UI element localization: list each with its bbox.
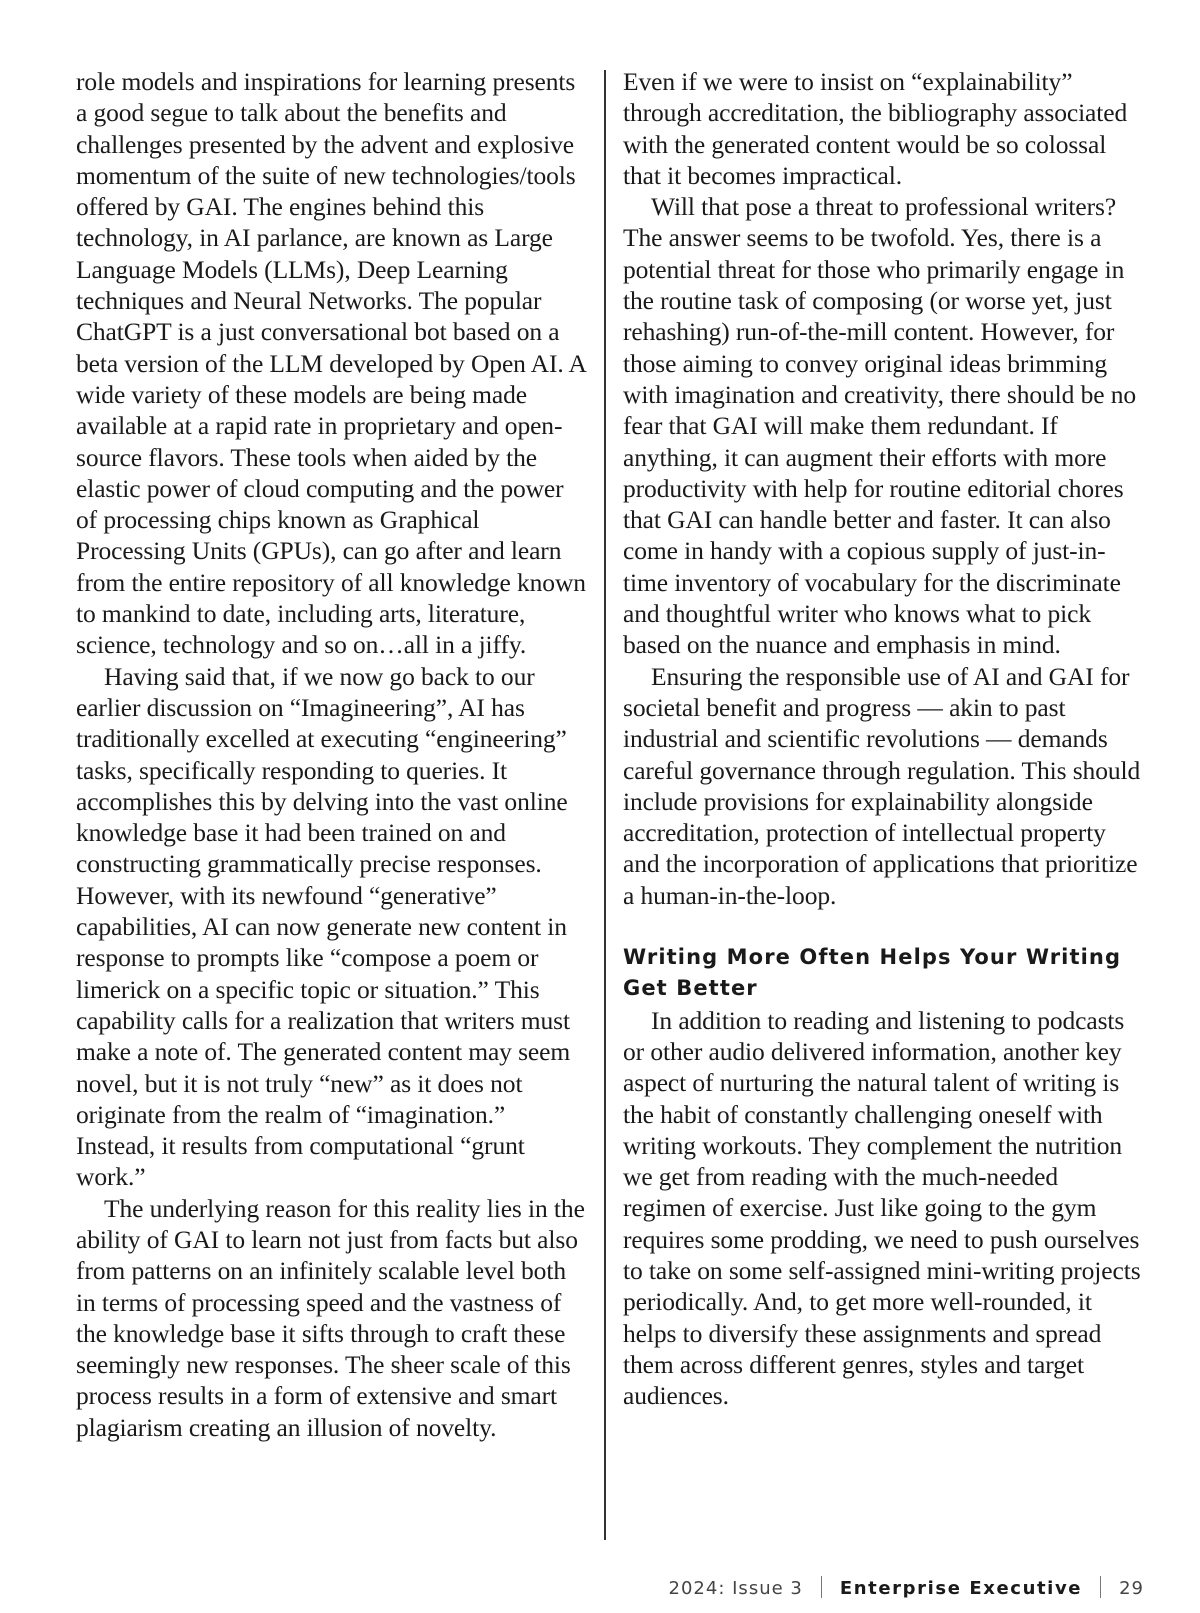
section-heading: Writing More Often Helps Your Writing Get Better	[623, 945, 1122, 1001]
body-paragraph: The underlying reason for this reality lies in the ability of GAI to learn not just from facts but also from patterns on an infinitely scalable level both in terms of processing speed and the vastness of the knowledge base it sifts through to craft these seemingly new responses. The sheer scale of this process results in a form of extensive and smart plagiarism creating an illusion of novelty.	[76, 1193, 585, 1442]
publication-name: Enterprise Executive	[839, 1578, 1083, 1599]
column-divider	[604, 70, 606, 1540]
body-paragraph: role models and inspirations for learning presents a good segue to talk about the benefits and challenges presented by the advent and explosive momentum of the suite of new technologies/tools offered by GAI. The engines behind this technology, in AI parlance, are known as Large Language Models (LLMs), Deep Learning techniques and Neural Networks. The popular ChatGPT is a just conversational bot based on a beta version of the LLM developed by Open AI. A wide variety of these models are being made available at a rapid rate in proprietary and open-source flavors. These tools when aided by the elastic power of cloud computing and the power of processing chips known as Graphical Processing Units (GPUs), can go after and learn from the entire repository of all knowledge known to mankind to date, including arts, literature, science, technology and so on…all in a jiffy.	[76, 67, 586, 660]
page-footer	[669, 1576, 1144, 1599]
footer-separator	[821, 1576, 822, 1598]
body-paragraph: Having said that, if we now go back to our earlier discussion on “Imagineering”, AI has traditionally excelled at executing “engineering” tasks, specifically responding to queries. It accomplishes this by delving into the vast online knowledge base it had been trained on and constructing grammatically precise responses. However, with its newfound “generative” capabilities, AI can now generate new content in response to prompts like “compose a poem or limerick on a specific topic or situation.” This capability calls for a realization that writers must make a note of. The generated content may seem novel, but it is not truly “new” as it does not originate from the realm of “imagination.” Instead, it results from computational “grunt work.”	[76, 661, 571, 1192]
left-column	[76, 66, 588, 1443]
page-number: 29	[1119, 1578, 1144, 1599]
body-paragraph: Will that pose a threat to professional writers? The answer seems to be twofold. Yes, there is a potential threat for those who primarily engage in the routine task of composing (or worse yet, just rehashing) run-of-the-mill content. However, for those aiming to convey original ideas brimming with imagination and creativity, there should be no fear that GAI will make them redundant. If anything, it can augment their efforts with more productivity with help for routine editorial chores that GAI can handle better and faster. It can also come in handy with a copious supply of just-in-time inventory of vocabulary for the discriminate and thoughtful writer who knows what to pick based on the nuance and emphasis in mind.	[623, 192, 1137, 660]
issue-label: 2024: Issue 3	[668, 1578, 803, 1599]
footer-separator	[1100, 1576, 1101, 1598]
body-paragraph: Even if we were to insist on “explainability” through accreditation, the bibliography associated with the generated content would be so colossal that it becomes impractical.	[623, 67, 1128, 190]
body-paragraph: Ensuring the responsible use of AI and GAI for societal benefit and progress — akin to past industrial and scientific revolutions — demands careful governance through regulation. This should include provisions for explainability alongside accreditation, protection of intellectual property and the incorporation of applications that prioritize a human-in-the-loop.	[623, 661, 1141, 910]
body-paragraph: In addition to reading and listening to podcasts or other audio delivered information, another key aspect of nurturing the natural talent of writing is the habit of constantly challenging oneself with writing workouts. They complement the nutrition we get from reading with the much-needed regimen of exercise. Just like going to the gym requires some prodding, we need to push ourselves to take on some self-assigned mini-writing projects periodically. And, to get more well-rounded, it helps to diversify these assignments and spread them across different genres, styles and target audiences.	[623, 1005, 1141, 1411]
right-column	[623, 66, 1146, 1411]
